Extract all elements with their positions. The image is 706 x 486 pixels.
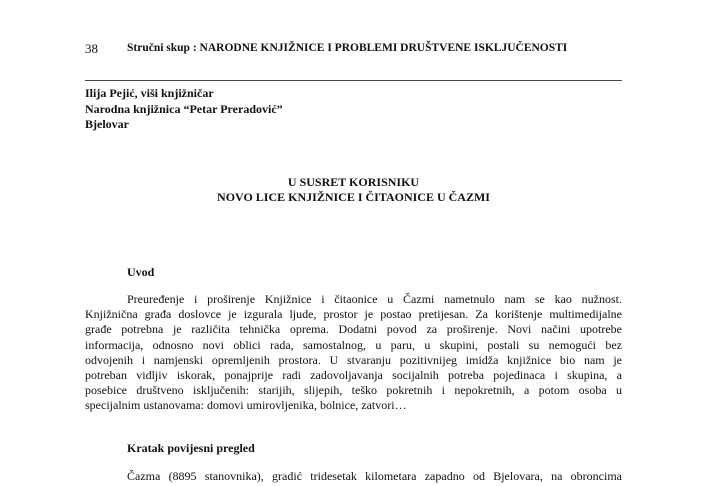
author-city: Bjelovar [85,117,129,131]
author-institution: Narodna knjižnica “Petar Preradović” [85,101,283,116]
paragraph-line: potreban vidljiv iskorak, ponajprije radi zadovoljavanja socijalnih potreba pojedinaca i skupina, a [85,367,622,382]
section-heading-intro: Uvod [127,265,155,279]
history-paragraph [85,469,622,484]
page-number: 38 [85,41,98,56]
running-title: Stručni skup : NARODNE KNJIŽNICE I PROBLEMI DRUŠTVENE ISKLJUČENOSTI [127,42,568,54]
paragraph-line: specijalnim ustanovama: domovi umirovljenika, bolnice, zatvori… [85,398,407,413]
article-title [85,175,622,205]
paragraph-line: Čazma (8895 stanovnika), gradić tridesetak kilometara zapadno od Bjelovara, na obroncima [127,469,622,483]
author-block [85,86,283,133]
paragraph-line: odvojenih i namjenski opremljenih prostora. U stvaranju pozitivnijeg imidža knjižnice bio nam je [85,352,622,367]
running-header [85,41,646,59]
intro-paragraph [85,292,622,414]
paragraph-line: posebice društveno isključenih: starijih, slijepih, teško pokretnih i nepokretnih, a potom osoba u [85,383,622,398]
author-name: Ilija Pejić, viši knjižničar [85,86,214,100]
section-heading-history: Kratak povijesni pregled [127,441,255,455]
paragraph-line: Preuređenje i proširenje Knjižnice i čitaonice u Čazmi nametnulo nam se kao nužnost. [127,292,622,306]
paragraph-line: Knjižnična građa doslovce je izgurala ljude, prostor je postao pretijesan. Za korištenje multimedijalne [85,307,622,322]
paragraph-line: informacija, odnosno novi oblici rada, samostalnog, u paru, u skupini, postali su nemogući bez [85,337,622,352]
title-line: U SUSRET KORISNIKU [287,175,420,189]
paragraph-line: građe potrebna je različita tehnička oprema. Dodatni povod za proširenje. Novi načini upotrebe [85,322,622,337]
header-divider [85,80,622,81]
subtitle-line: NOVO LICE KNJIŽNICE I ČITAONICE U ČAZMI [217,190,490,204]
